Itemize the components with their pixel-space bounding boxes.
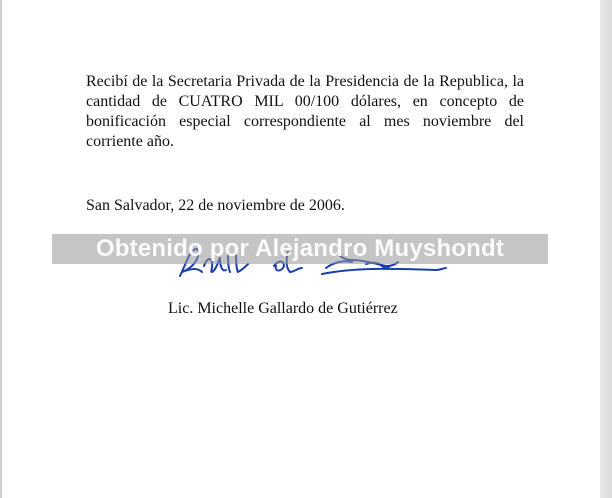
page-right-margin	[600, 0, 612, 498]
signer-name: Lic. Michelle Gallardo de Gutiérrez	[168, 300, 398, 317]
watermark-text: Obtenido por Alejandro Muyshondt	[95, 235, 505, 262]
page-left-edge	[0, 0, 2, 498]
receipt-paragraph: Recibí de la Secretaria Privada de la Presidencia de la Republica, la cantidad de CUATRO MIL 00/100 dólares, en concepto de bonificación especial correspondiente al mes noviembre del corriente año.	[86, 73, 524, 150]
date-line: San Salvador, 22 de noviembre de 2006.	[86, 197, 345, 214]
